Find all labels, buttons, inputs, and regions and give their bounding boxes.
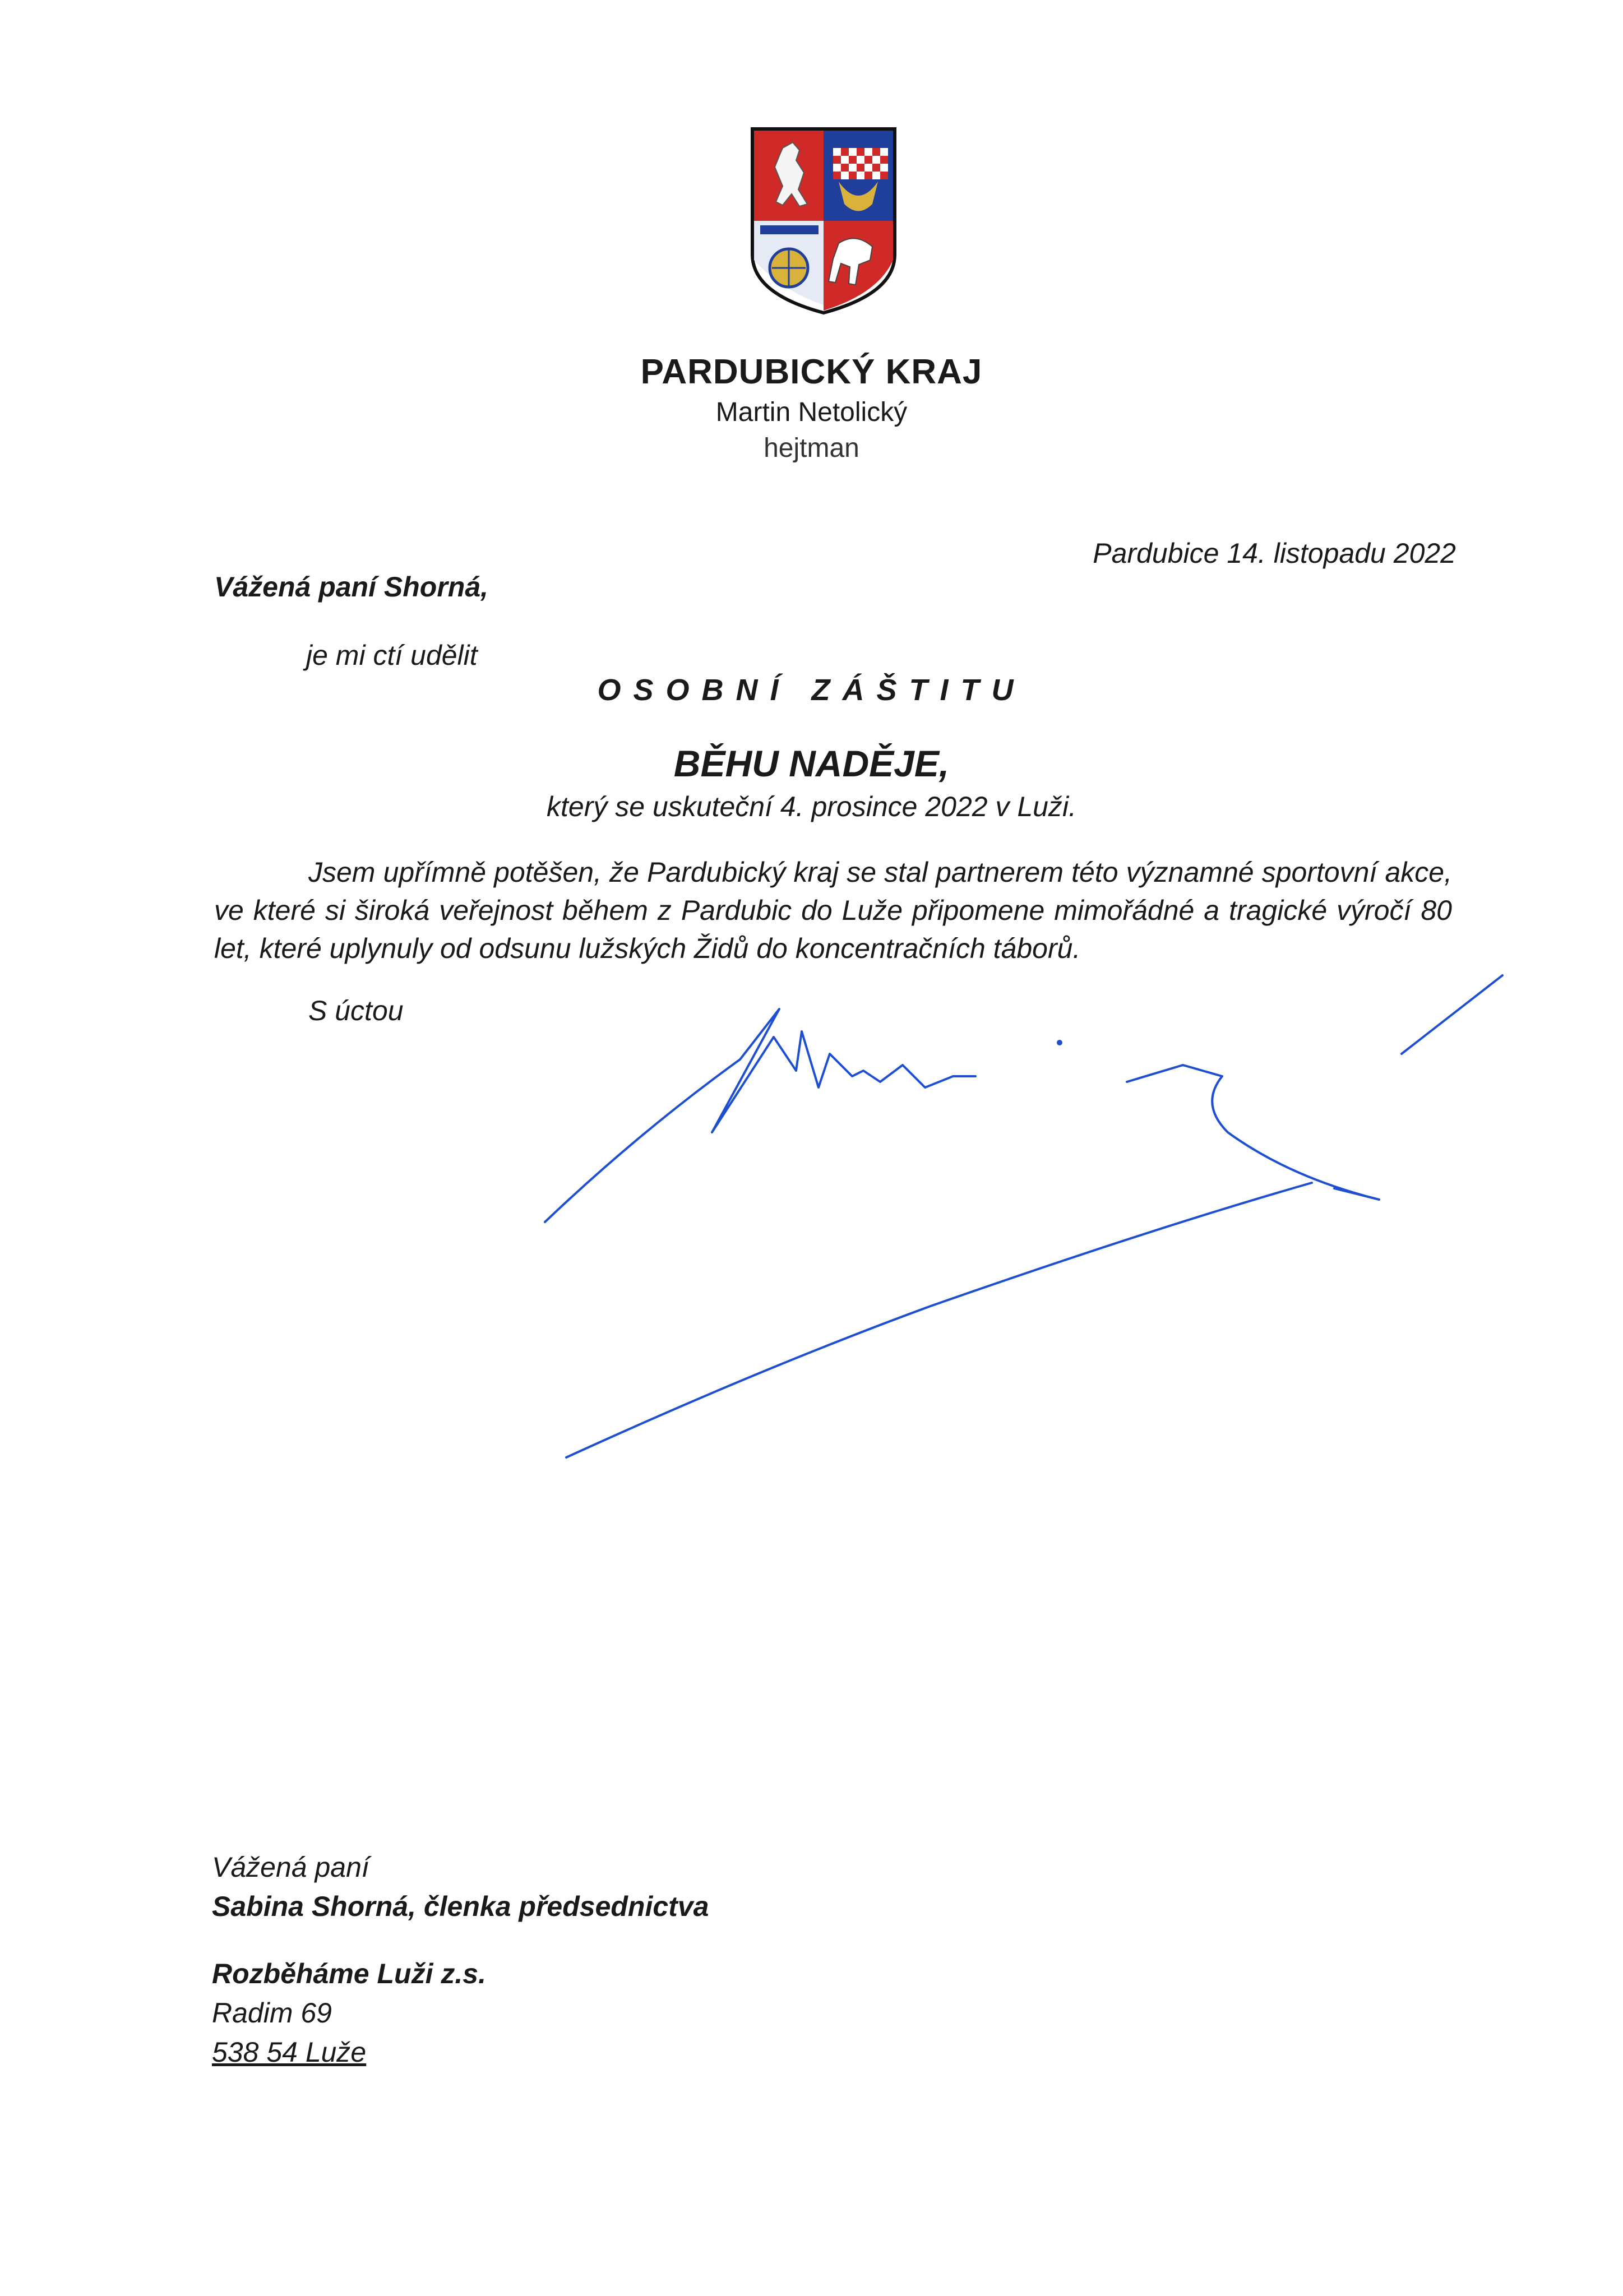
intro-line: je mi ctí udělit [306,640,478,671]
official-name: Martin Netolický [715,397,908,427]
event-detail: který se uskuteční 4. prosince 2022 v Luži. [547,791,1076,822]
salutation: Vážená paní Shorná, [214,571,489,603]
event-name: BĚHU NADĚJE, [673,743,950,784]
recipient-street: Radim 69 [212,1997,332,2029]
organization-name: PARDUBICKÝ KRAJ [640,353,983,391]
recipient-name: Sabina Shorná, členka předsednictva [212,1891,709,1922]
body-paragraph: Jsem upřímně potěšen, že Pardubický kraj se stal partnerem této významné sportovní akce, ve které si široká veřejnost během z Pardubic do Luže připomene mimořádné a tragické výročí 80 let, které uplynuly od odsunu lužských Židů do koncentračních táborů. [214,857,1452,964]
recipient-organization: Rozběháme Luži z.s. [212,1958,486,1989]
award-heading: OSOBNÍ ZÁŠTITU [597,673,1026,707]
signature-icon [538,964,1514,1525]
dateline: Pardubice 14. listopadu 2022 [1093,538,1456,569]
official-role: hejtman [764,433,859,463]
recipient-city: 538 54 Luže [212,2036,367,2068]
recipient-salutation: Vážená paní [212,1851,369,1883]
coat-of-arms-icon [749,126,898,316]
closing: S úctou [308,995,404,1026]
